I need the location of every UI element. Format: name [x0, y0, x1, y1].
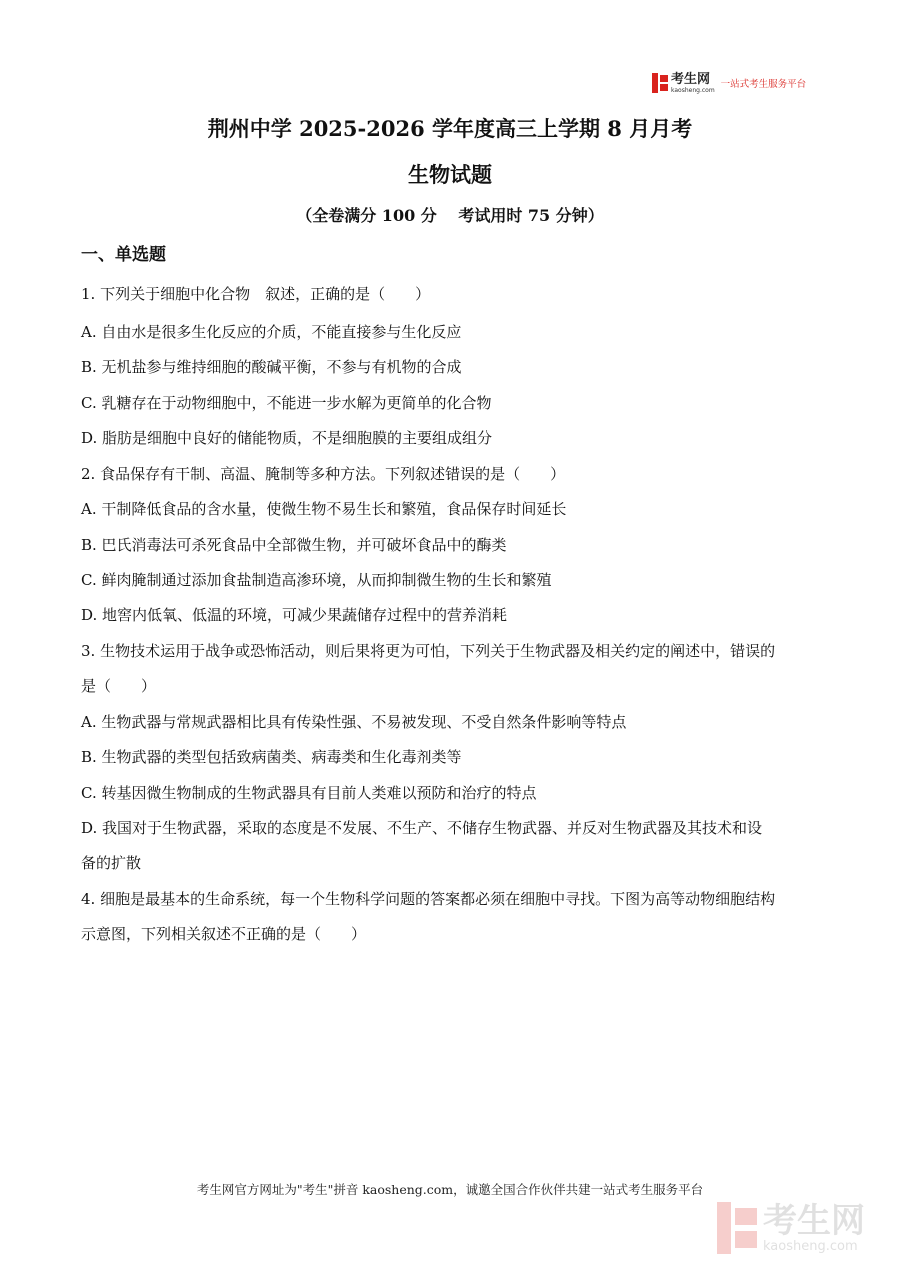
- question-4-stem-line-1: 4. 细胞是最基本的生命系统，每一个生物科学问题的答案都必须在细胞中寻找。下图为高等动物细胞结构: [81, 890, 776, 908]
- exam-info: （全卷满分 100 分 考试用时 75 分钟）: [296, 206, 604, 225]
- logo-name: 考生网: [671, 71, 711, 87]
- exam-title: 荆州中学 2025-2026 学年度高三上学期 8 月月考: [207, 116, 693, 141]
- question-1-option-b: B. 无机盐参与维持细胞的酸碱平衡，不参与有机物的合成: [81, 358, 462, 376]
- logo-slogan: 一站式考生服务平台: [720, 79, 807, 90]
- question-3-option-c: C. 转基因微生物制成的生物武器具有目前人类难以预防和治疗的特点: [81, 784, 537, 802]
- question-3-stem-line-2: 是（ ）: [81, 677, 157, 695]
- section-title: 一、单选题: [81, 245, 166, 265]
- question-3-option-d-line-1: D. 我国对于生物武器，采取的态度是不发展、不生产、不储存生物武器、并反对生物武器及其技术和设: [81, 819, 763, 837]
- question-1-option-c: C. 乳糖存在于动物细胞中，不能进一步水解为更简单的化合物: [81, 394, 492, 412]
- exam-subject: 生物试题: [408, 162, 492, 187]
- logo-domain: kaosheng.com: [671, 86, 715, 94]
- watermark-icon: [717, 1202, 757, 1254]
- question-1-option-a: A. 自由水是很多生化反应的介质，不能直接参与生化反应: [81, 323, 462, 341]
- question-1-option-d: D. 脂肪是细胞中良好的储能物质，不是细胞膜的主要组成组分: [81, 429, 493, 447]
- question-2-stem: 2. 食品保存有干制、高温、腌制等多种方法。下列叙述错误的是（ ）: [81, 465, 566, 483]
- question-3-option-a: A. 生物武器与常规武器相比具有传染性强、不易被发现、不受自然条件影响等特点: [81, 713, 627, 731]
- question-2-option-a: A. 干制降低食品的含水量，使微生物不易生长和繁殖，食品保存时间延长: [81, 500, 567, 518]
- question-1-stem: 1. 下列关于细胞中化合物 叙述，正确的是（ ）: [81, 285, 431, 303]
- footer-note: 考生网官方网址为"考生"拼音 kaosheng.com，诚邀全国合作伙伴共建一站式考生服务平台: [196, 1182, 704, 1197]
- kaosheng-logo-icon: [652, 73, 668, 93]
- question-3-option-d-line-2: 备的扩散: [81, 854, 142, 872]
- watermark-logo: [717, 1198, 865, 1258]
- question-2-option-d: D. 地窖内低氧、低温的环境，可减少果蔬储存过程中的营养消耗: [81, 606, 508, 624]
- header-logo: [652, 71, 806, 95]
- question-2-option-c: C. 鲜肉腌制通过添加食盐制造高渗环境，从而抑制微生物的生长和繁殖: [81, 571, 552, 589]
- question-4-stem-line-2: 示意图，下列相关叙述不正确的是（ ）: [81, 925, 367, 943]
- watermark-name: 考生网: [763, 1200, 865, 1241]
- question-2-option-b: B. 巴氏消毒法可杀死食品中全部微生物，并可破坏食品中的酶类: [81, 536, 507, 554]
- watermark-domain: kaosheng.com: [763, 1238, 858, 1254]
- question-3-stem-line-1: 3. 生物技术运用于战争或恐怖活动，则后果将更为可怕，下列关于生物武器及相关约定的阐述中，错误的: [81, 642, 776, 660]
- question-3-option-b: B. 生物武器的类型包括致病菌类、病毒类和生化毒剂类等: [81, 748, 462, 766]
